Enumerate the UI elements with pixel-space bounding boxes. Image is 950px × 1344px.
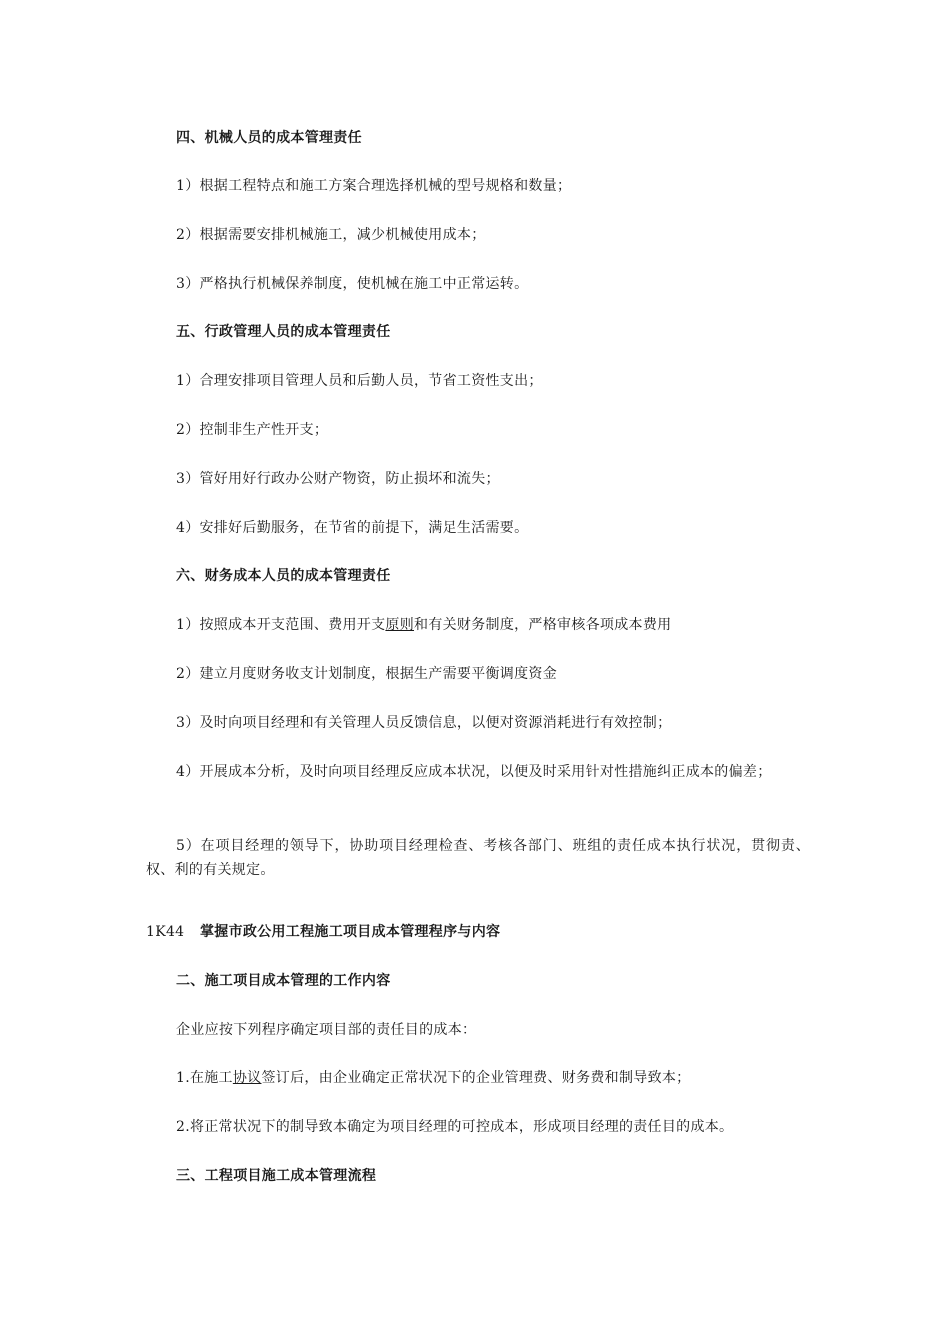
section-heading-2: 二、施工项目成本管理的工作内容 bbox=[176, 973, 391, 989]
list-item-text: 和有关财务制度，严格审核各项成本费用 bbox=[414, 617, 672, 633]
list-item-text: 签订后，由企业确定正常状况下的企业管理费、财务费和制导致本； bbox=[261, 1070, 691, 1086]
list-item: 2.将正常状况下的制导致本确定为项目经理的可控成本，形成项目经理的责任目的成本。 bbox=[176, 1119, 734, 1135]
list-item: 2）建立月度财务收支计划制度，根据生产需要平衡调度资金 bbox=[176, 666, 558, 682]
principle-link[interactable]: 原则 bbox=[385, 617, 415, 633]
list-item bbox=[176, 615, 671, 635]
section-heading-4: 四、机械人员的成本管理责任 bbox=[176, 130, 362, 146]
list-item: 4）开展成本分析，及时向项目经理反应成本状况，以便及时采用针对性措施纠正成本的偏差； bbox=[176, 764, 772, 780]
list-item: 5）在项目经理的领导下，协助项目经理检查、考核各部门、班组的责任成本执行状况，贯彻责、权、利的有关规定。 bbox=[146, 838, 810, 878]
list-item: 2）根据需要安排机械施工，减少机械使用成本； bbox=[176, 227, 486, 243]
chapter-title: 掌握市政公用工程施工项目成本管理程序与内容 bbox=[200, 924, 501, 940]
section-heading-3: 三、工程项目施工成本管理流程 bbox=[176, 1168, 377, 1184]
chapter-heading bbox=[146, 922, 500, 942]
intro-text: 企业应按下列程序确定项目部的责任目的成本： bbox=[176, 1022, 477, 1038]
list-item: 3）严格执行机械保养制度，使机械在施工中正常运转。 bbox=[176, 276, 529, 292]
list-item: 3）及时向项目经理和有关管理人员反馈信息，以便对资源消耗进行有效控制； bbox=[176, 715, 672, 731]
contract-link[interactable]: 协议 bbox=[232, 1070, 262, 1086]
section-heading-6: 六、财务成本人员的成本管理责任 bbox=[176, 568, 391, 584]
list-item: 1）合理安排项目管理人员和后勤人员，节省工资性支出； bbox=[176, 373, 543, 389]
list-item-text: 1.在施工 bbox=[176, 1070, 233, 1086]
list-item-text: 1）按照成本开支范围、费用开支 bbox=[176, 617, 386, 633]
list-item: 2）控制非生产性开支； bbox=[176, 422, 329, 438]
list-item: 4）安排好后勤服务，在节省的前提下，满足生活需要。 bbox=[176, 520, 529, 536]
list-item: 3）管好用好行政办公财产物资，防止损坏和流失； bbox=[176, 471, 500, 487]
section-heading-5: 五、行政管理人员的成本管理责任 bbox=[176, 324, 391, 340]
list-item bbox=[176, 1068, 690, 1088]
chapter-code: 1K44 bbox=[146, 924, 185, 940]
list-item: 1）根据工程特点和施工方案合理选择机械的型号规格和数量； bbox=[176, 178, 572, 194]
